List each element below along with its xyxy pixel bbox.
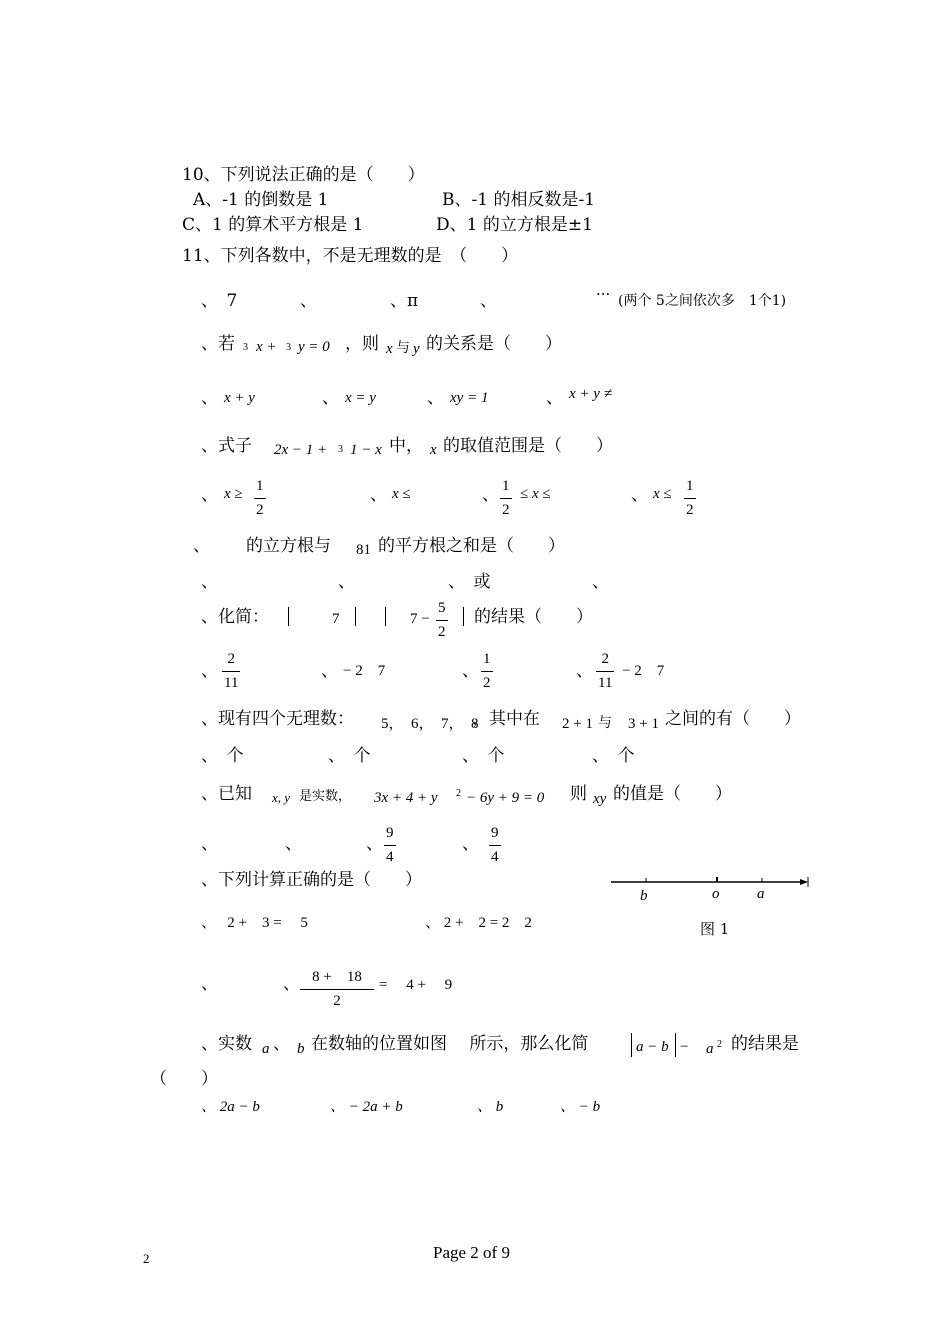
q12-option-d: x + y ≠ xyxy=(569,386,612,402)
q13-option-c-mark: 、 xyxy=(482,485,499,505)
q13-x: x xyxy=(430,442,437,458)
q15-stem-b: 的结果（ ） xyxy=(474,607,593,627)
q16-stem-b: ，其中在 xyxy=(472,709,540,729)
q17-option-b: 、 xyxy=(285,834,302,854)
q19-b: b xyxy=(297,1041,305,1057)
q17-option-d-fraction: 9 4 xyxy=(491,825,499,865)
q19-sup: 2 xyxy=(717,1039,722,1050)
q13-option-c-fraction: 1 2 xyxy=(502,478,510,518)
q12-x: x xyxy=(386,341,393,357)
q13-option-b-lhs: x ≤ xyxy=(392,486,411,502)
number-line-label-o: o xyxy=(712,886,720,902)
q17-eq: 3x + 4 + y xyxy=(374,790,438,806)
q13-cube-index: 3 xyxy=(338,444,343,455)
q12-option-b-mark: 、 xyxy=(322,388,339,408)
q15-stem-a: 、化简： xyxy=(201,607,269,627)
q19-abs-expr: a − b xyxy=(636,1039,669,1055)
q17-stem-b: 的值是（ ） xyxy=(613,784,732,804)
q14-stem-b: 的平方根之和是（ ） xyxy=(378,536,565,556)
q15-option-a-fraction: 2 11 xyxy=(224,651,239,691)
q15-option-b: − 2 7 xyxy=(343,663,386,679)
q14-option-c: 、 或 xyxy=(448,572,491,592)
q17-stem-a: 、已知 xyxy=(201,784,252,804)
q17-option-a: 、 xyxy=(201,834,218,854)
q16-option-a: 、 个 xyxy=(201,746,244,766)
q15-option-a-mark: 、 xyxy=(201,661,218,681)
q13-option-d-lhs: x ≤ xyxy=(653,486,672,502)
q17-xy: xy xyxy=(593,791,607,807)
q16-option-d: 、 个 xyxy=(592,746,635,766)
q13-expr: 2x − 1 + xyxy=(274,442,328,458)
q18-option-d: 、 xyxy=(283,974,300,994)
q15-abs-bar-3 xyxy=(385,607,386,626)
q16-numbers: 5， 6， 7， 8 xyxy=(381,716,479,732)
q17-eq-2: − 6y + 9 = 0 xyxy=(466,790,545,806)
q13-stem-a: 、式子 xyxy=(201,436,252,456)
q12-option-d-mark: 、 xyxy=(546,388,563,408)
q13-option-c-rhs: ≤ x ≤ xyxy=(520,486,551,502)
q14-stem-a: 的立方根与 xyxy=(246,536,331,556)
q11-option-a: 、 7 xyxy=(201,291,238,311)
q12-expr-2: y = 0 xyxy=(298,339,330,355)
q12-cube-index: 3 xyxy=(243,342,248,353)
page-indicator: Page 2 of 9 xyxy=(433,1243,510,1262)
q15-option-c-mark: 、 xyxy=(462,661,479,681)
q13-option-d-fraction: 1 2 xyxy=(686,478,694,518)
q13-option-a-mark: 、 xyxy=(201,485,218,505)
q15-abs-bar-4 xyxy=(463,607,464,626)
q19-paren: （ ） xyxy=(150,1069,218,1089)
q16-stem-a: 、现有四个无理数： xyxy=(201,709,354,729)
q10-option-c: C、1 的算术平方根是 1 xyxy=(182,215,364,235)
q13-stem-c: 的取值范围是（ ） xyxy=(443,436,613,456)
q12-y: y xyxy=(413,341,420,357)
q12-cube-index-2: 3 xyxy=(286,342,291,353)
q19-a2: a xyxy=(706,1041,714,1057)
q19-stem-c: 的结果是 xyxy=(731,1034,799,1054)
q16-range-lower: 2 + 1 xyxy=(562,716,593,732)
q15-v2: 7 − xyxy=(410,611,430,627)
q19-option-d: 、 − b xyxy=(560,1099,601,1115)
q12-option-a-mark: 、 xyxy=(201,388,218,408)
q19-option-a: 、 2a − b xyxy=(201,1099,260,1115)
q12-yu: 与 xyxy=(396,340,410,356)
q19-stem-b: 在数轴的位置如图 所示，那么化简 xyxy=(311,1034,589,1054)
q16-range-upper: 3 + 1 xyxy=(628,716,659,732)
q12-stem-a: 、若 xyxy=(201,334,235,354)
q16-option-c: 、 个 xyxy=(462,746,505,766)
q16-stem-c: 之间的有（ ） xyxy=(665,709,801,729)
q16-option-b: 、 个 xyxy=(328,746,371,766)
q17-option-c-fraction: 9 4 xyxy=(386,825,394,865)
q13-option-d-mark: 、 xyxy=(631,485,648,505)
q15-option-d-mark: 、 xyxy=(576,661,593,681)
q15-fraction: 5 2 xyxy=(438,600,446,640)
q13-option-a-fraction: 1 2 xyxy=(256,478,264,518)
q19-abs-bar-right xyxy=(675,1033,676,1057)
q14-option-d: 、 xyxy=(592,572,609,592)
q10-option-b: B、-1 的相反数是-1 xyxy=(442,190,596,210)
q13-expr-2: 1 − x xyxy=(350,442,382,458)
q18-stem: 、下列计算正确的是（ ） xyxy=(201,870,422,890)
q12-stem-c: 的关系是（ ） xyxy=(426,334,562,354)
q14-option-a: 、 xyxy=(201,572,218,592)
q15-abs-bar-2 xyxy=(355,607,356,626)
q12-option-a: x + y xyxy=(224,390,255,406)
q15-option-c-fraction: 1 2 xyxy=(483,651,491,691)
q11-option-d: 、 xyxy=(480,291,497,311)
q12-option-c: xy = 1 xyxy=(450,390,489,406)
q18-option-a: 、 2 + 3 = 5 xyxy=(201,915,308,931)
q11-ellipsis: ··· xyxy=(596,285,611,303)
q10-stem: 10、下列说法正确的是（ ） xyxy=(182,165,425,185)
page-number: 2 xyxy=(143,1251,150,1266)
q19-minus: − xyxy=(680,1039,689,1055)
q12-option-b: x = y xyxy=(345,390,376,406)
number-line-label-a: a xyxy=(757,886,765,902)
q17-option-c: 、 xyxy=(366,834,383,854)
q11-option-c: 、π xyxy=(390,291,419,311)
q16-yu: 与 xyxy=(598,715,612,731)
q15-option-d-fraction: 2 11 xyxy=(598,651,613,691)
q15-v1: 7 xyxy=(332,611,340,627)
number-line-figure xyxy=(608,872,814,902)
q13-option-a-lhs: x ≥ xyxy=(224,486,243,502)
q13-option-b-mark: 、 xyxy=(370,485,387,505)
q12-expr: x + xyxy=(256,339,277,355)
q15-option-d-tail: − 2 7 xyxy=(622,663,665,679)
q12-option-c-mark: 、 xyxy=(427,388,444,408)
q18-option-d-fraction: 8 + 18 2 xyxy=(300,965,374,1010)
figure-caption: 图 1 xyxy=(700,920,730,938)
q17-option-d: 、 xyxy=(462,834,479,854)
q10-option-d: D、1 的立方根是±1 xyxy=(436,215,593,235)
q19-dun: 、 xyxy=(273,1034,290,1054)
q11-option-b: 、 xyxy=(300,291,317,311)
q11-stem: 11、下列各数中，不是无理数的是 （ ） xyxy=(182,246,519,266)
q13-stem-b: 中， xyxy=(389,436,423,456)
number-line-arrow xyxy=(800,879,808,885)
q19-option-c: 、 b xyxy=(477,1099,504,1115)
q17-shi: 是实数， xyxy=(299,789,352,804)
q19-a: a xyxy=(262,1041,270,1057)
q14-mark: 、 xyxy=(193,536,210,556)
q19-abs-bar-left xyxy=(631,1033,632,1057)
q17-ze: 则 xyxy=(570,784,587,804)
q15-abs-bar-1 xyxy=(288,607,289,626)
q14-option-b: 、 xyxy=(338,572,355,592)
q11-note: (两个 5之间依次多 1个1) xyxy=(618,293,787,309)
q10-option-a: A、-1 的倒数是 1 xyxy=(193,190,329,210)
number-line-label-b: b xyxy=(640,888,648,904)
q19-option-b: 、 − 2a + b xyxy=(330,1099,403,1115)
q17-vars: x, y xyxy=(272,790,291,805)
q17-sup: 2 xyxy=(456,788,461,799)
q18-option-b: 、 2 + 2 = 2 2 xyxy=(425,915,532,931)
q18-option-c: 、 xyxy=(201,974,218,994)
q12-stem-b: ，则 xyxy=(345,334,379,354)
q19-stem-a: 、实数 xyxy=(201,1034,252,1054)
q18-option-d-rhs: = 4 + 9 xyxy=(379,977,453,993)
q14-radicand: 81 xyxy=(356,542,371,558)
q15-option-b-mark: 、 xyxy=(321,661,338,681)
